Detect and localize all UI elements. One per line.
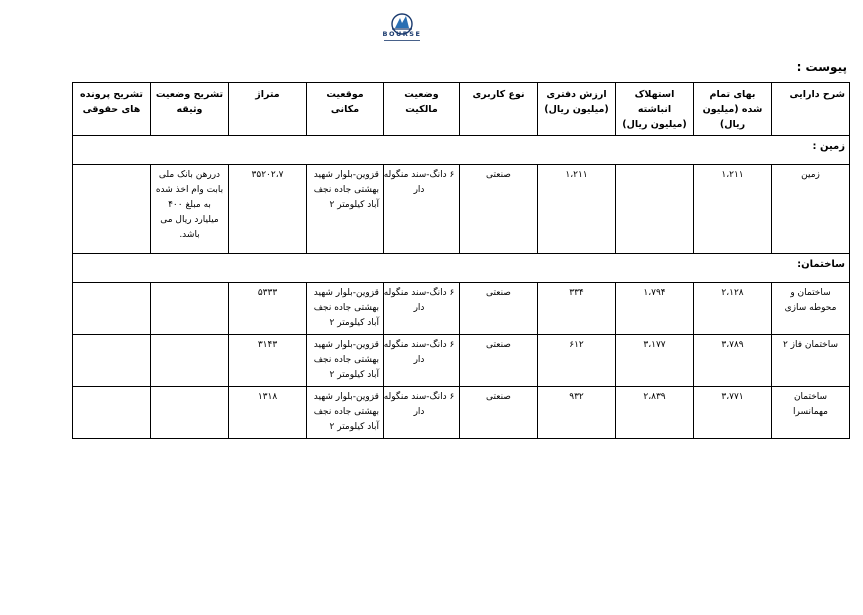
header-cell: تشریح پرونده های حقوقی <box>73 83 151 136</box>
cell-cost: ۱،۲۱۱ <box>694 165 772 254</box>
cell-book-value: ۳۳۴ <box>538 283 616 335</box>
cell-legal <box>73 387 151 439</box>
cell-book-value: ۱،۲۱۱ <box>538 165 616 254</box>
header-cell: بهای تمام شده (میلیون ریال) <box>694 83 772 136</box>
table-row <box>73 335 850 387</box>
table-row <box>73 165 850 254</box>
header-cell: متراژ <box>229 83 307 136</box>
cell-name: زمین <box>772 165 850 254</box>
ownership-text: ۶ دانگ-سند منگوله دار <box>383 288 455 313</box>
cell-legal <box>73 335 151 387</box>
cell-name: ساختمان مهمانسرا <box>772 387 850 439</box>
ownership-text: ۶ دانگ-سند منگوله دار <box>383 170 455 195</box>
cell-area: ۳۵۲۰۲،۷ <box>229 165 307 254</box>
cell-depreciation <box>616 165 694 254</box>
header-cell: ارزش دفتری (میلیون ریال) <box>538 83 616 136</box>
ownership-text: ۶ دانگ-سند منگوله دار <box>383 340 455 365</box>
cell-ownership <box>384 387 460 439</box>
cell-name: ساختمان فاز ۲ <box>772 335 850 387</box>
table-row <box>73 283 850 335</box>
cell-area: ۵۳۳۳ <box>229 283 307 335</box>
cell-usage: صنعتی <box>460 387 538 439</box>
cell-cost: ۳،۷۷۱ <box>694 387 772 439</box>
page-heading: پیوست : <box>796 60 847 74</box>
cell-book-value: ۶۱۲ <box>538 335 616 387</box>
assets-table <box>72 82 850 439</box>
cell-usage: صنعتی <box>460 165 538 254</box>
cell-depreciation: ۱،۷۹۴ <box>616 283 694 335</box>
cell-name: ساختمان و محوطه سازی <box>772 283 850 335</box>
logo-text: BOURSE <box>382 30 422 38</box>
header-cell: نوع کاربری <box>460 83 538 136</box>
cell-collateral <box>151 387 229 439</box>
cell-cost: ۳،۷۸۹ <box>694 335 772 387</box>
cell-area: ۳۱۴۳ <box>229 335 307 387</box>
header-cell: تشریح وضعیت وثیقه <box>151 83 229 136</box>
section-row-land <box>73 136 850 165</box>
cell-usage: صنعتی <box>460 283 538 335</box>
ownership-text: ۶ دانگ-سند منگوله دار <box>383 392 455 417</box>
cell-ownership <box>384 335 460 387</box>
cell-legal <box>73 165 151 254</box>
cell-depreciation: ۲،۸۳۹ <box>616 387 694 439</box>
cell-location: قزوین-بلوار شهید بهشتی جاده نجف آباد کیلومتر ۲ <box>307 335 384 387</box>
section-row-building <box>73 254 850 283</box>
table-row <box>73 387 850 439</box>
section-title: ساختمان: <box>73 254 850 283</box>
section-title: زمین : <box>73 136 850 165</box>
cell-collateral <box>151 283 229 335</box>
cell-ownership <box>384 283 460 335</box>
cell-book-value: ۹۳۲ <box>538 387 616 439</box>
header-cell: شرح دارایی <box>772 83 850 136</box>
cell-location: قزوین-بلوار شهید بهشتی جاده نجف آباد کیلومتر ۲ <box>307 283 384 335</box>
cell-location: قزوین-بلوار شهید بهشتی جاده نجف آباد کیلومتر ۲ <box>307 165 384 254</box>
header-row <box>73 83 850 136</box>
cell-depreciation: ۳،۱۷۷ <box>616 335 694 387</box>
cell-legal <box>73 283 151 335</box>
cell-ownership <box>384 165 460 254</box>
cell-location: قزوین-بلوار شهید بهشتی جاده نجف آباد کیلومتر ۲ <box>307 387 384 439</box>
cell-area: ۱۳۱۸ <box>229 387 307 439</box>
cell-usage: صنعتی <box>460 335 538 387</box>
header-cell: استهلاک انباشته (میلیون ریال) <box>616 83 694 136</box>
cell-collateral <box>151 335 229 387</box>
cell-collateral: دررهن بانک ملی بابت وام اخذ شده به مبلغ ۴۰۰ میلیارد ریال می باشد. <box>151 165 229 254</box>
cell-cost: ۲،۱۲۸ <box>694 283 772 335</box>
header-cell: موقعیت مکانی <box>307 83 384 136</box>
header-cell: وضعیت مالکیت <box>384 83 460 136</box>
